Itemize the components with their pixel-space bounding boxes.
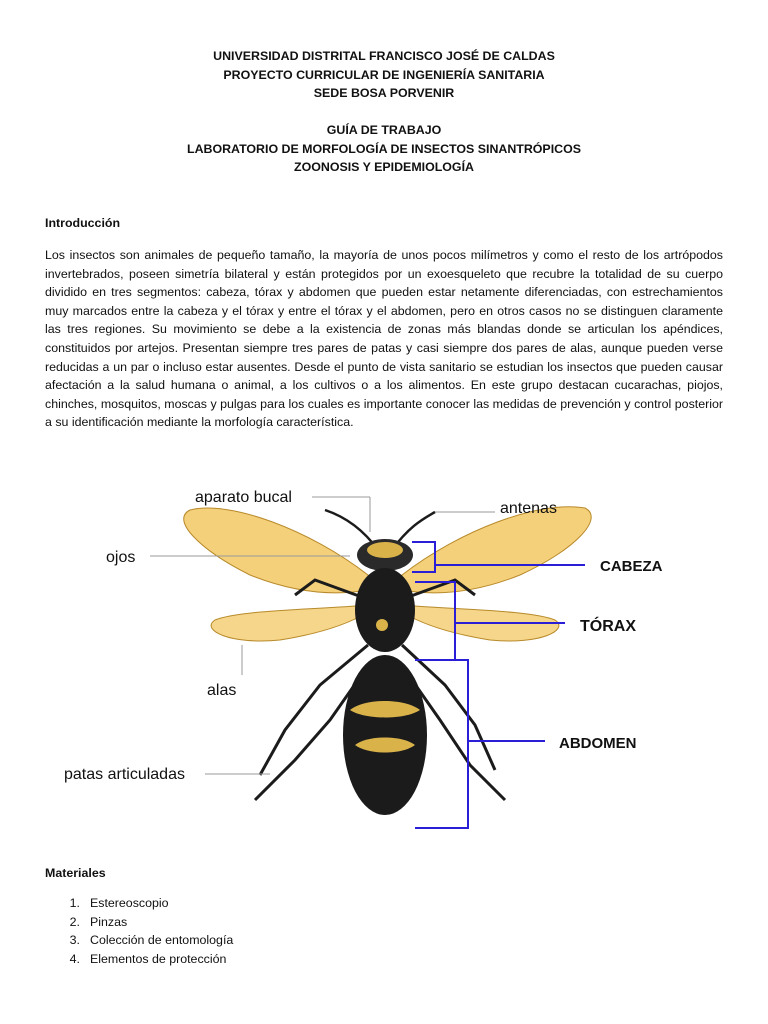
label-torax: TÓRAX bbox=[580, 618, 636, 635]
label-alas: alas bbox=[207, 682, 237, 699]
label-ojos: ojos bbox=[106, 549, 136, 566]
campus-name: SEDE BOSA PORVENIR bbox=[313, 86, 455, 100]
intro-heading: Introducción bbox=[45, 216, 121, 230]
thorax bbox=[355, 568, 415, 652]
list-item: 4. Elementos de protección bbox=[69, 951, 227, 966]
list-item: 3. Colección de entomología bbox=[69, 933, 234, 948]
label-cabeza: CABEZA bbox=[600, 558, 663, 575]
list-item: 1. Estereoscopio bbox=[69, 896, 169, 910]
course-title: ZOONOSIS Y EPIDEMIOLOGÍA bbox=[294, 160, 474, 174]
document-header bbox=[0, 47, 768, 177]
materials-list bbox=[45, 894, 233, 968]
materials-heading: Materiales bbox=[45, 866, 106, 880]
abdomen bbox=[343, 655, 427, 815]
thorax-spot bbox=[376, 619, 388, 631]
university-name: UNIVERSIDAD DISTRITAL FRANCISCO JOSÉ DE CALDAS bbox=[213, 49, 555, 63]
wasp-illustration bbox=[50, 470, 720, 850]
insect-diagram bbox=[50, 470, 720, 850]
list-item: 2. Pinzas bbox=[69, 914, 128, 929]
label-abdomen: ABDOMEN bbox=[559, 735, 637, 752]
label-antenas: antenas bbox=[500, 500, 557, 517]
lab-title: LABORATORIO DE MORFOLOGÍA DE INSECTOS SINANTRÓPICOS bbox=[187, 141, 581, 156]
program-name: PROYECTO CURRICULAR DE INGENIERÍA SANITARIA bbox=[223, 67, 545, 82]
label-patas: patas articuladas bbox=[64, 766, 185, 783]
label-aparato-bucal: aparato bucal bbox=[195, 489, 292, 506]
guide-title: GUÍA DE TRABAJO bbox=[326, 123, 442, 137]
intro-paragraph: Los insectos son animales de pequeño tamaño, la mayoría de unos pocos milímetros y como el resto de los artrópodos invertebrados, poseen simetría bilateral y están protegidos por un exoesqueleto que recubre la totalidad de su cuerpo dividido en tres segmentos: cabeza, tórax y abdomen que pueden estar netamente diferenciadas, con estrechamientos muy marcados entre la cabeza y el tórax y entre el tórax y el abdomen, pero en otros casos no se distinguen claramente las tres regiones. Su movimiento se debe a la existencia de zonas más blandas donde se articulan los apéndices, constituidos por artejos. Presentan siempre tres pares de patas y casi siempre dos pares de alas, aunque pueden verse reducidas a un par o incluso estar ausentes. Desde el punto de vista sanitario se estudian los insectos que pueden causar afectación a la salud humana o animal, a los cultivos o a los alimentos. En este grupo destacan cucarachas, piojos, chinches, mosquitos, moscas y pulgas para los cuales es importante conocer las medidas de prevención y control posterior a su identificación mediante la morfología característica. bbox=[45, 248, 723, 430]
head-marking bbox=[367, 542, 403, 558]
